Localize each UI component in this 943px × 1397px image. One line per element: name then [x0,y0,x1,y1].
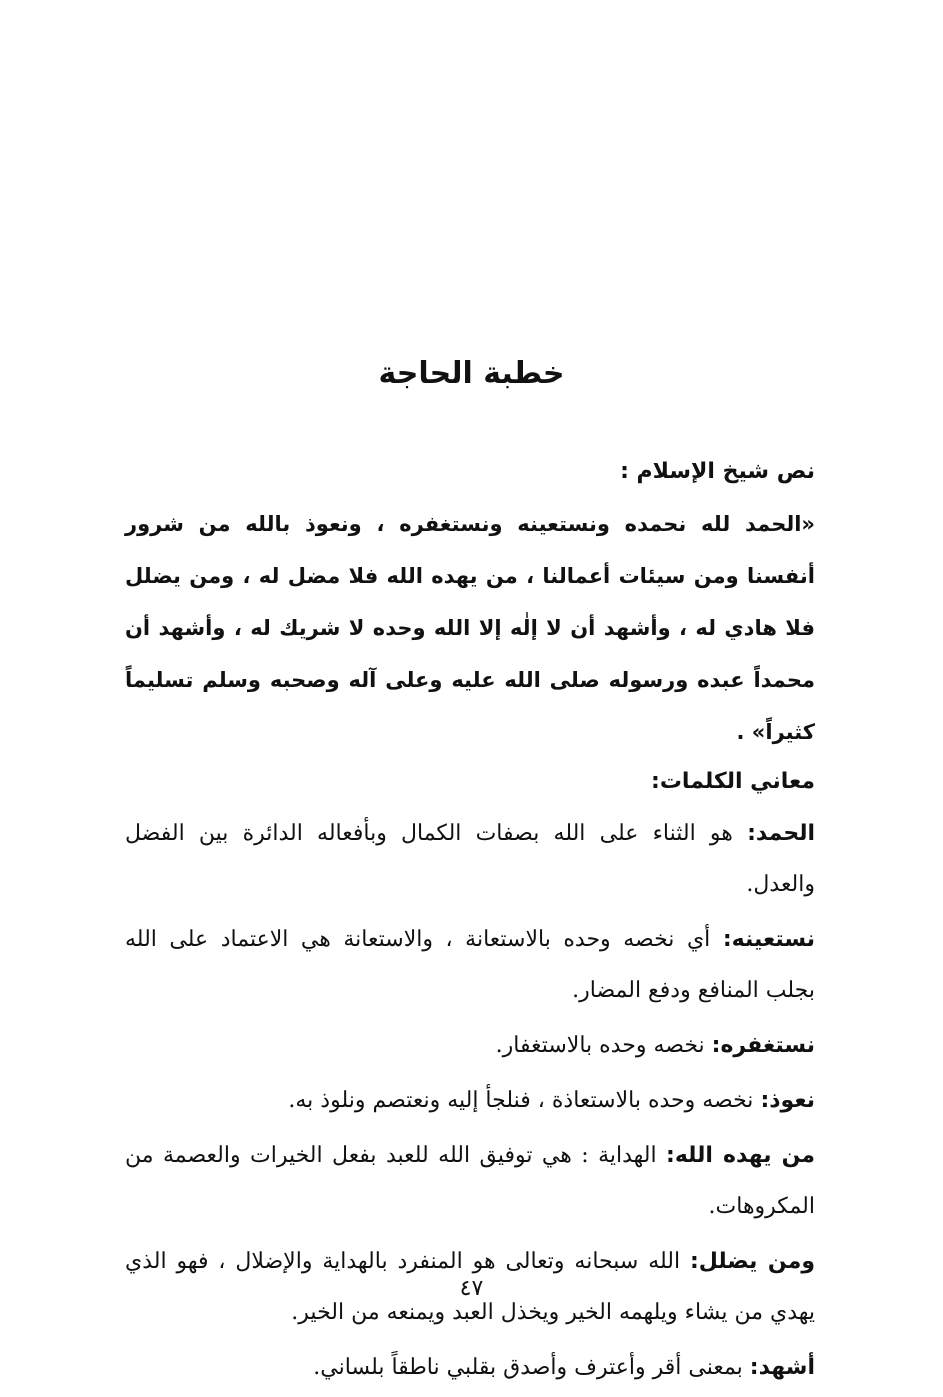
definition-text: بمعنى أقر وأعترف وأصدق بقلبي ناطقاً بلساني. [313,1355,750,1380]
subheading: نص شيخ الإسلام : [620,459,815,484]
definition-term: الحمد: [747,821,815,846]
definition-term: نستعينه: [722,927,815,952]
definition-text: الهداية : هي توفيق الله للعبد بفعل الخيرات والعصمة من المكروهات. [125,1143,815,1219]
page-content [125,452,815,1397]
definition-nastaghfiruhu [125,1020,815,1071]
definition-hamd [125,808,815,910]
definition-term: ومن يضلل: [690,1249,815,1274]
sermon-quote: «الحمد لله نحمده ونستعينه ونستغفره ، ونعوذ بالله من شرور أنفسنا ومن سيئات أعمالنا ، من يهده الله فلا مضل له ، ومن يضلل فلا هادي له ، وأشهد أن لا إلٰه إلا الله وحده لا شريك له ، وأشهد أن محمداً عبده ورسوله صلى الله عليه وعلى آله وصحبه وسلم تسليماً كثيراً» . [125,512,815,744]
definition-term: نستغفره: [711,1033,815,1058]
definition-naoodhu [125,1075,815,1126]
definition-man-yahdihi [125,1130,815,1232]
definition-text: الله سبحانه وتعالى هو المنفرد بالهداية والإضلال ، فهو الذي يهدي من يشاء ويلهمه الخير ويخذل العبد ويمنعه من الخير. [125,1249,815,1325]
definition-ashhadu [125,1342,815,1393]
definition-text: نخصه وحده بالاستعاذة ، فنلجأ إليه ونعتصم ونلوذ به. [288,1088,761,1113]
definition-text: نخصه وحده بالاستغفار. [495,1033,712,1058]
page-title: خطبة الحاجة [378,356,565,391]
definition-text: أي نخصه وحده بالاستعانة ، والاستعانة هي الاعتماد على الله بجلب المنافع ودفع المضار. [125,927,815,1003]
definition-term: نعوذ: [760,1088,815,1113]
definition-term: أشهد: [749,1355,815,1380]
definition-term: من يهده الله: [666,1143,815,1168]
definition-text: هو الثناء على الله بصفات الكمال وبأفعاله الدائرة بين الفضل والعدل. [125,821,815,897]
meanings-heading: معاني الكلمات: [651,769,815,794]
page-number: ٤٧ [459,1276,484,1301]
definition-nastaeenuhu [125,914,815,1016]
